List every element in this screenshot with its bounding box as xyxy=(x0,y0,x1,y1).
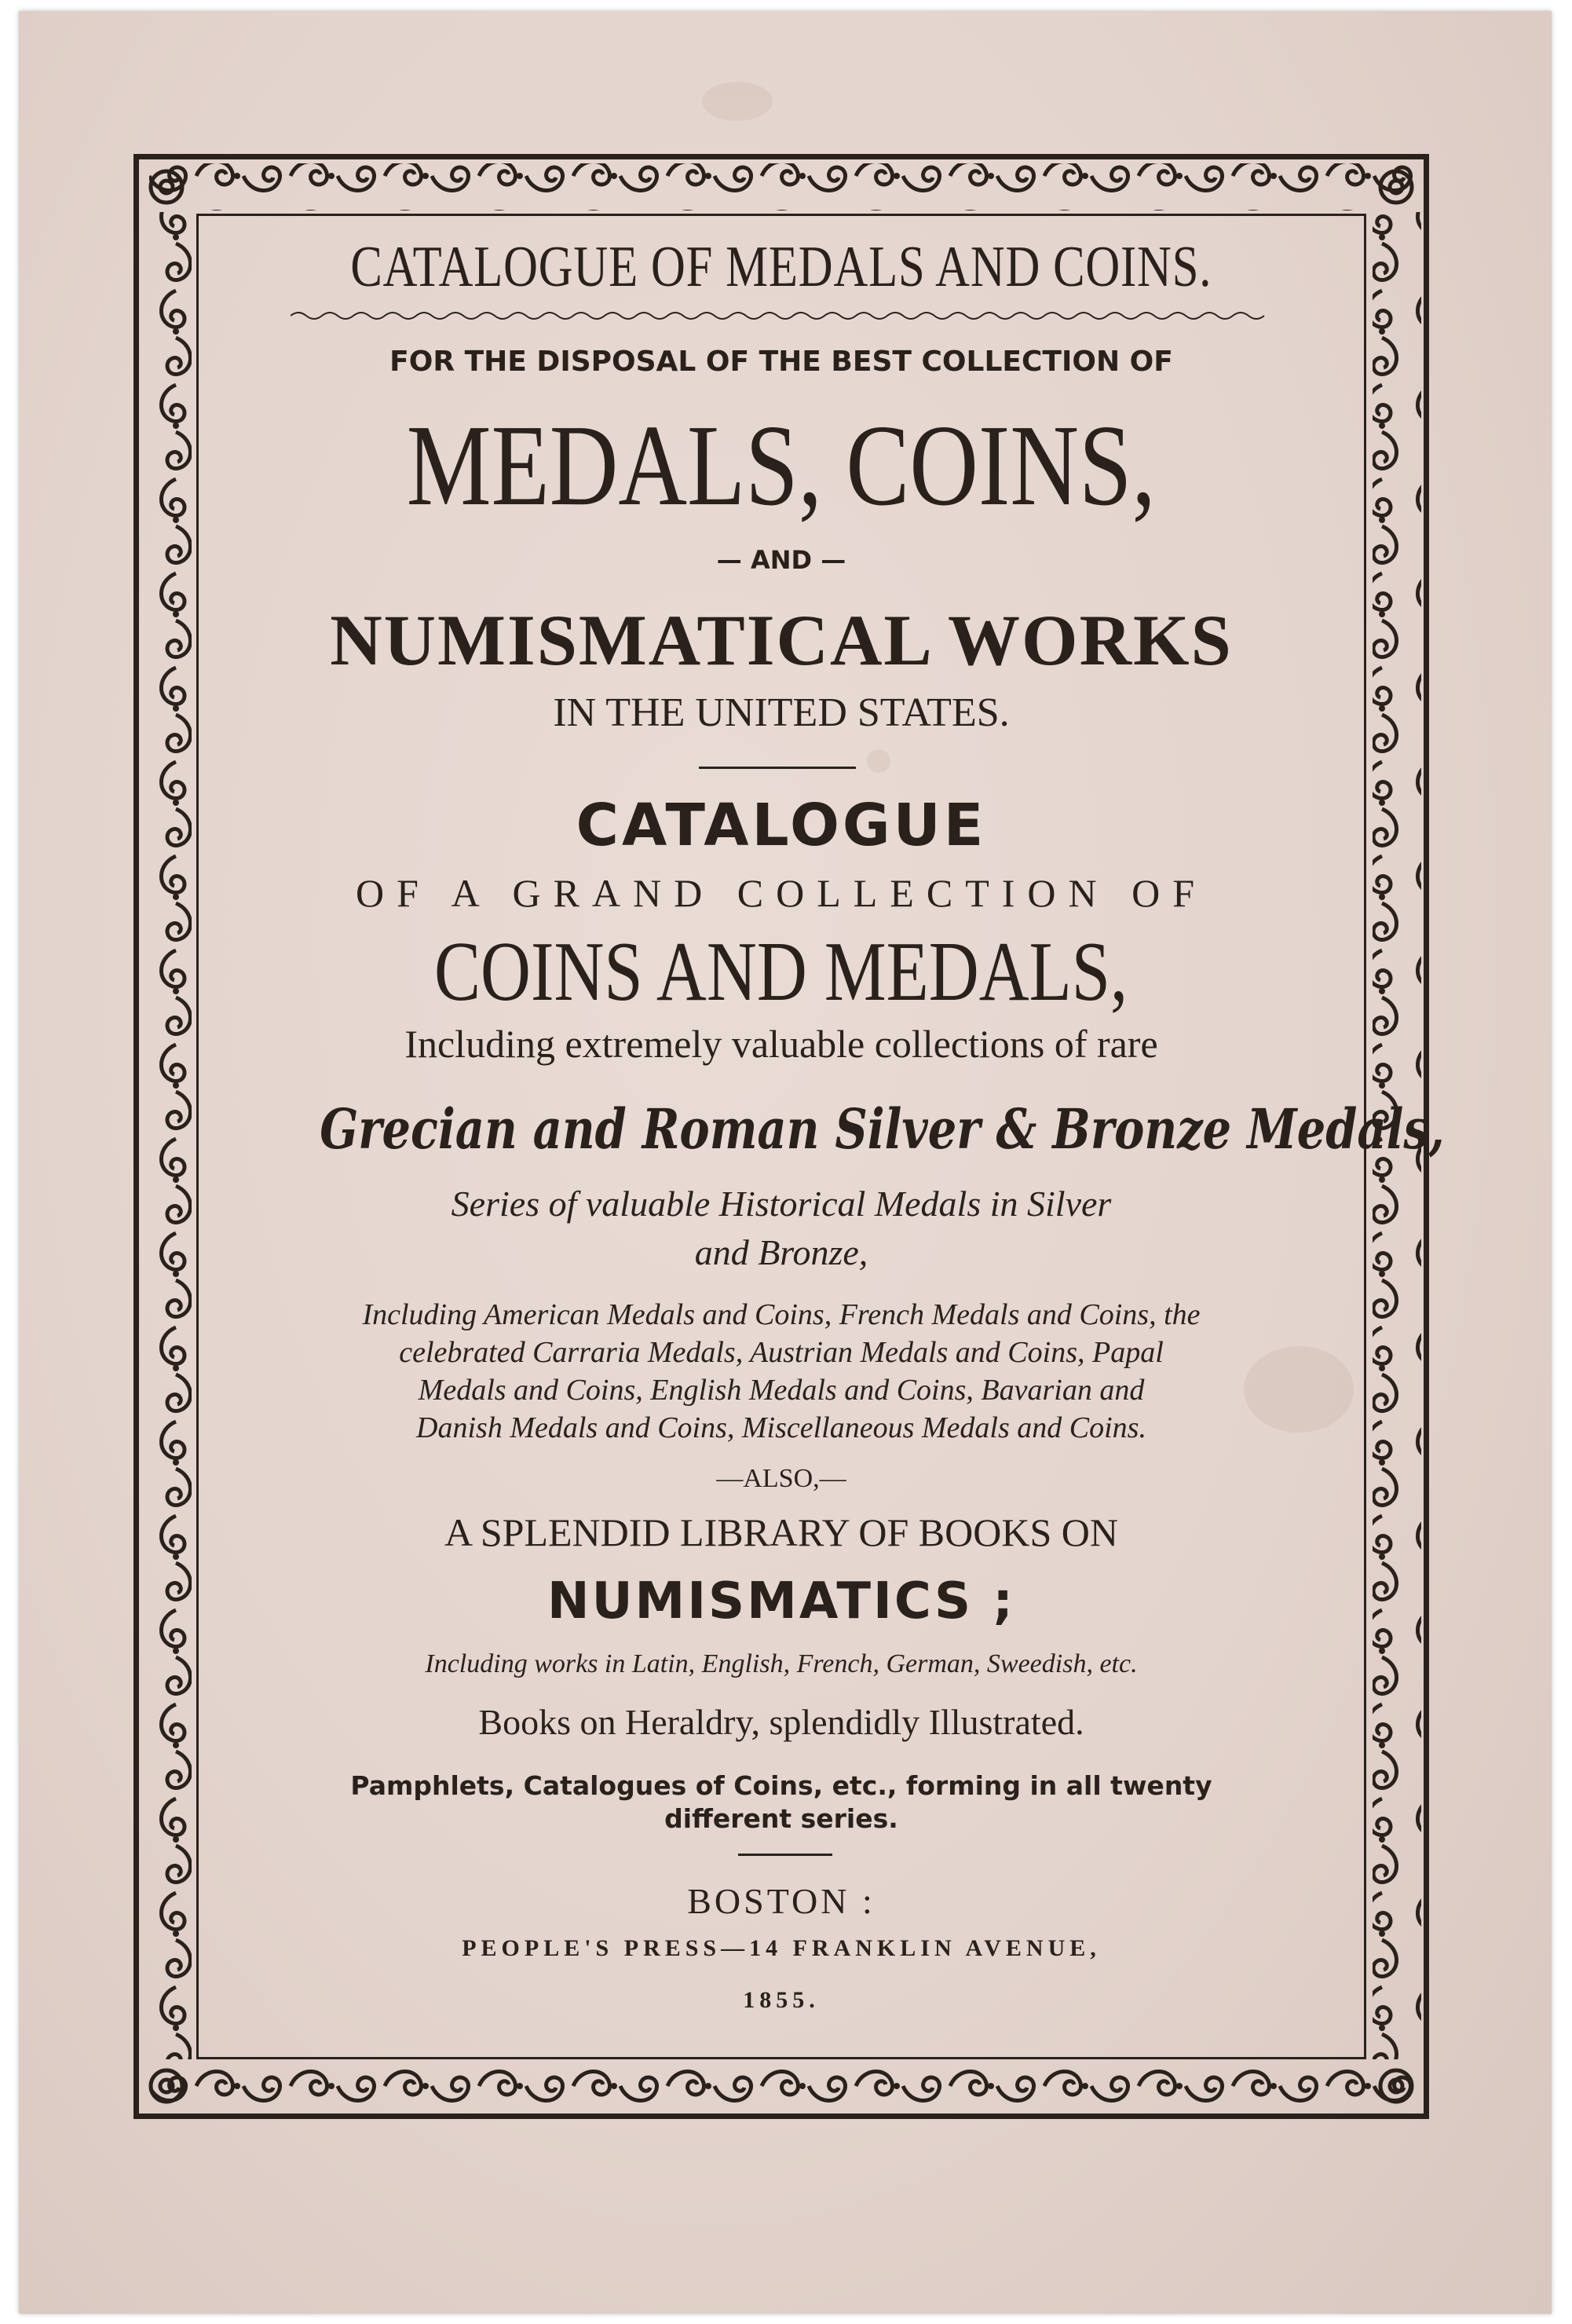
disposal-line: FOR THE DISPOSAL OF THE BEST COLLECTION OF xyxy=(389,346,1173,378)
pamphlets-line-2: different series. xyxy=(664,1803,898,1834)
and-divider: — AND — xyxy=(716,545,846,575)
medals-coins-text: MEDALS, COINS, xyxy=(406,401,1157,530)
catalogue-title xyxy=(196,234,1366,301)
including-list-line: celebrated Carraria Medals, Austrian Medals and Coins, Papal xyxy=(399,1336,1164,1369)
including-list-line: Danish Medals and Coins, Miscellaneous Medals and Coins. xyxy=(416,1411,1146,1444)
wavy-rule xyxy=(291,309,1272,322)
catalogue-heading: CATALOGUE xyxy=(576,792,987,859)
grand-collection-line: OF A GRAND COLLECTION OF xyxy=(355,871,1208,915)
imprint-city: BOSTON : xyxy=(687,1881,876,1921)
including-list-line: Including American Medals and Coins, French Medals and Coins, the xyxy=(362,1298,1201,1331)
catalogue-title-text: CATALOGUE OF MEDALS AND COINS. xyxy=(350,235,1212,299)
numismatics-heading: NUMISMATICS ; xyxy=(547,1572,1015,1630)
including-list-line: Medals and Coins, English Medals and Coins, Bavarian and xyxy=(418,1374,1145,1407)
imprint-year: 1855. xyxy=(743,1987,820,2013)
heraldry-line: Books on Heraldry, splendidly Illustrated. xyxy=(478,1702,1084,1742)
divider-rule xyxy=(699,767,856,769)
medals-coins-heading xyxy=(196,401,1366,530)
pamphlets-line-1: Pamphlets, Catalogues of Coins, etc., forming in all twenty xyxy=(350,1770,1212,1801)
including-rare-line: Including extremely valuable collections of rare xyxy=(404,1022,1158,1066)
grecian-roman-text: Grecian and Roman Silver & Bronze Medals, xyxy=(320,1096,1445,1162)
imprint-press: PEOPLE'S PRESS—14 FRANKLIN AVENUE, xyxy=(462,1935,1101,1961)
also-divider: —ALSO,— xyxy=(716,1464,846,1493)
divider-rule xyxy=(738,1854,832,1856)
grecian-roman-line xyxy=(196,1096,1445,1162)
series-line-1: Series of valuable Historical Medals in Silver xyxy=(451,1184,1112,1224)
numismatical-works-heading: NUMISMATICAL WORKS xyxy=(330,600,1233,680)
in-the-united-states: IN THE UNITED STATES. xyxy=(553,690,1010,735)
splendid-library-line: A SPLENDID LIBRARY OF BOOKS ON xyxy=(444,1510,1118,1554)
coins-and-medals-text: COINS AND MEDALS, xyxy=(434,925,1128,1019)
coins-and-medals-heading xyxy=(196,924,1366,1021)
series-line-2: and Bronze, xyxy=(694,1232,868,1272)
languages-line: Including works in Latin, English, French, German, Sweedish, etc. xyxy=(425,1649,1138,1678)
